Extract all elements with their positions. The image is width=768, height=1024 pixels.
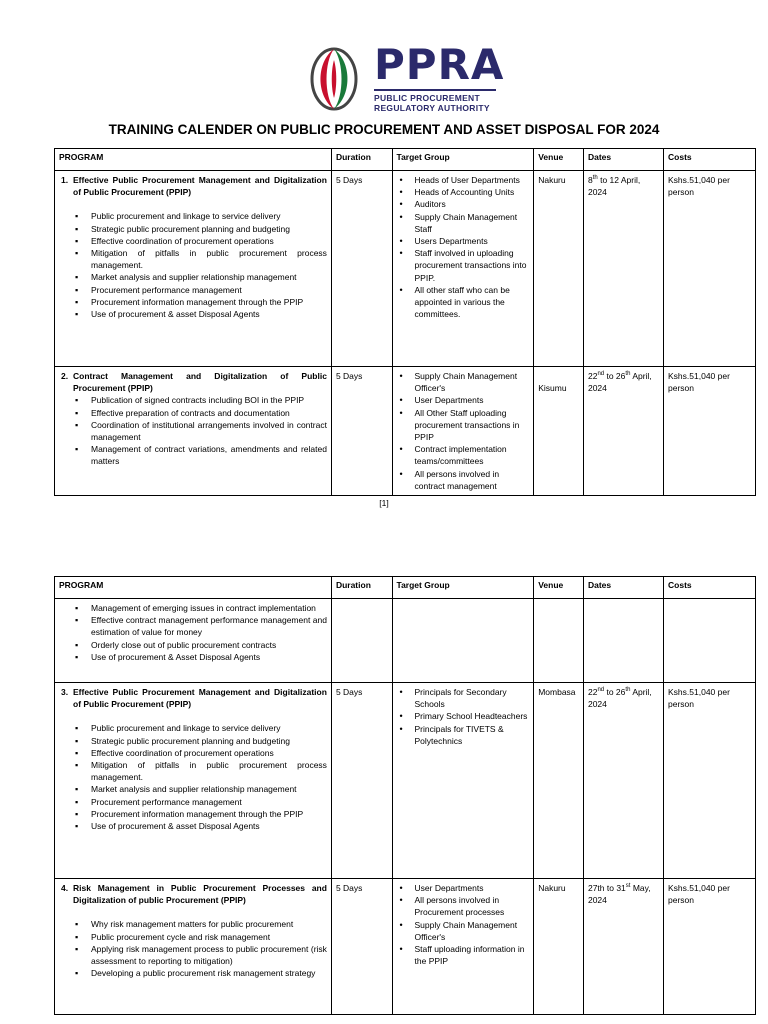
list-item: • All persons involved in contract management xyxy=(397,468,530,492)
venue-cell: Mombasa xyxy=(534,683,584,879)
program-cell xyxy=(55,367,332,496)
target-group-cell xyxy=(392,683,534,879)
document-title: TRAINING CALENDER ON PUBLIC PROCUREMENT AND ASSET DISPOSAL FOR 2024 xyxy=(108,122,660,137)
cost-cell: Kshs.51,040 per person xyxy=(664,683,756,879)
list-item: • Contract implementation teams/committees xyxy=(397,443,530,467)
list-item: • Heads of Accounting Units xyxy=(397,186,530,198)
table-header-row xyxy=(55,577,756,599)
dates-cell xyxy=(583,599,663,683)
list-item: • Principals for Secondary Schools xyxy=(397,686,530,710)
header-venue: Venue xyxy=(534,577,584,599)
program-title: 1. Effective Public Procurement Management and Digitalization of Public Procurement (PPIP) xyxy=(61,175,327,198)
list-item: • All other staff who can be appointed in various the committees. xyxy=(397,284,530,321)
list-item: ▪ Public procurement cycle and risk management xyxy=(59,931,327,943)
program-cell xyxy=(55,683,332,879)
list-item: ▪ Management of contract variations, amendments and related matters xyxy=(59,443,327,467)
list-item: ▪ Public procurement and linkage to service delivery xyxy=(59,722,327,734)
list-item: • Staff uploading information in the PPIP xyxy=(397,943,530,967)
target-group-cell xyxy=(392,367,534,496)
venue-cell: Nakuru xyxy=(534,879,584,1015)
program-points xyxy=(59,210,327,320)
header-target-group: Target Group xyxy=(392,577,534,599)
list-item: ▪ Procurement performance management xyxy=(59,284,327,296)
dates-cell: 8th to 12 April, 2024 xyxy=(583,171,663,367)
list-item: • Staff involved in uploading procurement transactions into PPIP. xyxy=(397,247,530,284)
program-points xyxy=(59,602,327,663)
ppra-logo xyxy=(298,42,508,112)
list-item: • Supply Chain Management Staff xyxy=(397,211,530,235)
header-target-group: Target Group xyxy=(392,149,534,171)
list-item: ▪ Use of procurement & asset Disposal Agents xyxy=(59,820,327,832)
table-header-row xyxy=(55,149,756,171)
header-venue: Venue xyxy=(534,149,584,171)
venue-cell xyxy=(534,599,584,683)
header-dates: Dates xyxy=(583,149,663,171)
dates-cell: 22nd to 26th April, 2024 xyxy=(583,367,663,496)
list-item: • Auditors xyxy=(397,198,530,210)
list-item: • User Departments xyxy=(397,394,530,406)
list-item: ▪ Public procurement and linkage to service delivery xyxy=(59,210,327,222)
table-row xyxy=(55,599,756,683)
cost-cell: Kshs.51,040 per person xyxy=(664,879,756,1015)
list-item: ▪ Management of emerging issues in contract implementation xyxy=(59,602,327,614)
list-item: ▪ Use of procurement & asset Disposal Agents xyxy=(59,308,327,320)
list-item: ▪ Orderly close out of public procurement contracts xyxy=(59,639,327,651)
header-costs: Costs xyxy=(664,577,756,599)
program-cell xyxy=(55,171,332,367)
header-duration: Duration xyxy=(331,577,392,599)
list-item: ▪ Market analysis and supplier relationship management xyxy=(59,783,327,795)
program-title: 3. Effective Public Procurement Management and Digitalization of Public Procurement (PPIP) xyxy=(61,687,327,710)
header-program: PROGRAM xyxy=(55,149,332,171)
cost-cell xyxy=(664,599,756,683)
dates-cell: 27th to 31st May, 2024 xyxy=(583,879,663,1015)
list-item: ▪ Market analysis and supplier relationship management xyxy=(59,271,327,283)
list-item: • Supply Chain Management Officer's xyxy=(397,919,530,943)
program-points xyxy=(59,394,327,467)
ppra-emblem-icon xyxy=(298,42,370,112)
list-item: • All persons involved in Procurement processes xyxy=(397,894,530,918)
logo-line2: REGULATORY AUTHORITY xyxy=(374,103,490,113)
list-item: ▪ Mitigation of pitfalls in public procurement process management. xyxy=(59,759,327,783)
list-item: ▪ Why risk management matters for public procurement xyxy=(59,918,327,930)
header-costs: Costs xyxy=(664,149,756,171)
list-item: • User Departments xyxy=(397,882,530,894)
header-duration: Duration xyxy=(331,149,392,171)
venue-cell: Kisumu xyxy=(534,367,584,496)
training-table-page2 xyxy=(54,576,756,1015)
duration-cell: 5 Days xyxy=(331,879,392,1015)
table-row xyxy=(55,367,756,496)
dates-cell: 22nd to 26th April, 2024 xyxy=(583,683,663,879)
list-item: ▪ Procurement information management through the PPIP xyxy=(59,808,327,820)
duration-cell: 5 Days xyxy=(331,683,392,879)
program-title: 2. Contract Management and Digitalization of Public Procurement (PPIP) xyxy=(61,371,327,394)
logo-text xyxy=(374,42,504,113)
list-item: ▪ Effective coordination of procurement operations xyxy=(59,235,327,247)
list-item: ▪ Publication of signed contracts including BOI in the PPIP xyxy=(59,394,327,406)
list-item: ▪ Strategic public procurement planning and budgeting xyxy=(59,735,327,747)
table-row xyxy=(55,171,756,367)
list-item: ▪ Applying risk management process to public procurement (risk assessment to reporting to mitigation) xyxy=(59,943,327,967)
header-dates: Dates xyxy=(583,577,663,599)
list-item: • All Other Staff uploading procurement transactions in PPIP xyxy=(397,407,530,444)
table-row xyxy=(55,879,756,1015)
logo-name: PPRA xyxy=(374,40,505,89)
program-cell xyxy=(55,599,332,683)
duration-cell xyxy=(331,599,392,683)
duration-cell: 5 Days xyxy=(331,367,392,496)
program-title: 4. Risk Management in Public Procurement Processes and Digitalization of public Procurement (PPIP) xyxy=(61,883,327,906)
list-item: • Heads of User Departments xyxy=(397,174,530,186)
list-item: ▪ Strategic public procurement planning and budgeting xyxy=(59,223,327,235)
list-item: ▪ Use of procurement & Asset Disposal Agents xyxy=(59,651,327,663)
list-item: • Supply Chain Management Officer's xyxy=(397,370,530,394)
program-cell xyxy=(55,879,332,1015)
program-points xyxy=(59,722,327,832)
list-item: ▪ Procurement performance management xyxy=(59,796,327,808)
target-group-cell xyxy=(392,599,534,683)
table-row xyxy=(55,683,756,879)
target-group-cell xyxy=(392,879,534,1015)
list-item: ▪ Effective preparation of contracts and documentation xyxy=(59,407,327,419)
logo-rule xyxy=(374,89,496,91)
header-program: PROGRAM xyxy=(55,577,332,599)
venue-cell: Nakuru xyxy=(534,171,584,367)
list-item: ▪ Mitigation of pitfalls in public procurement process management. xyxy=(59,247,327,271)
target-group-cell xyxy=(392,171,534,367)
list-item: • Users Departments xyxy=(397,235,530,247)
list-item: • Primary School Headteachers xyxy=(397,710,530,722)
list-item: ▪ Procurement information management through the PPIP xyxy=(59,296,327,308)
duration-cell: 5 Days xyxy=(331,171,392,367)
list-item: ▪ Effective contract management performance management and estimation of value for money xyxy=(59,614,327,638)
list-item: ▪ Coordination of institutional arrangements involved in contract management xyxy=(59,419,327,443)
cost-cell: Kshs.51,040 per person xyxy=(664,171,756,367)
cost-cell: Kshs.51,040 per person xyxy=(664,367,756,496)
list-item: ▪ Developing a public procurement risk management strategy xyxy=(59,967,327,979)
list-item: • Principals for TIVETS & Polytechnics xyxy=(397,723,530,747)
page-number: [1] xyxy=(379,498,389,508)
logo-line1: PUBLIC PROCUREMENT xyxy=(374,93,480,103)
program-points xyxy=(59,918,327,979)
list-item: ▪ Effective coordination of procurement operations xyxy=(59,747,327,759)
training-table-page1 xyxy=(54,148,756,496)
